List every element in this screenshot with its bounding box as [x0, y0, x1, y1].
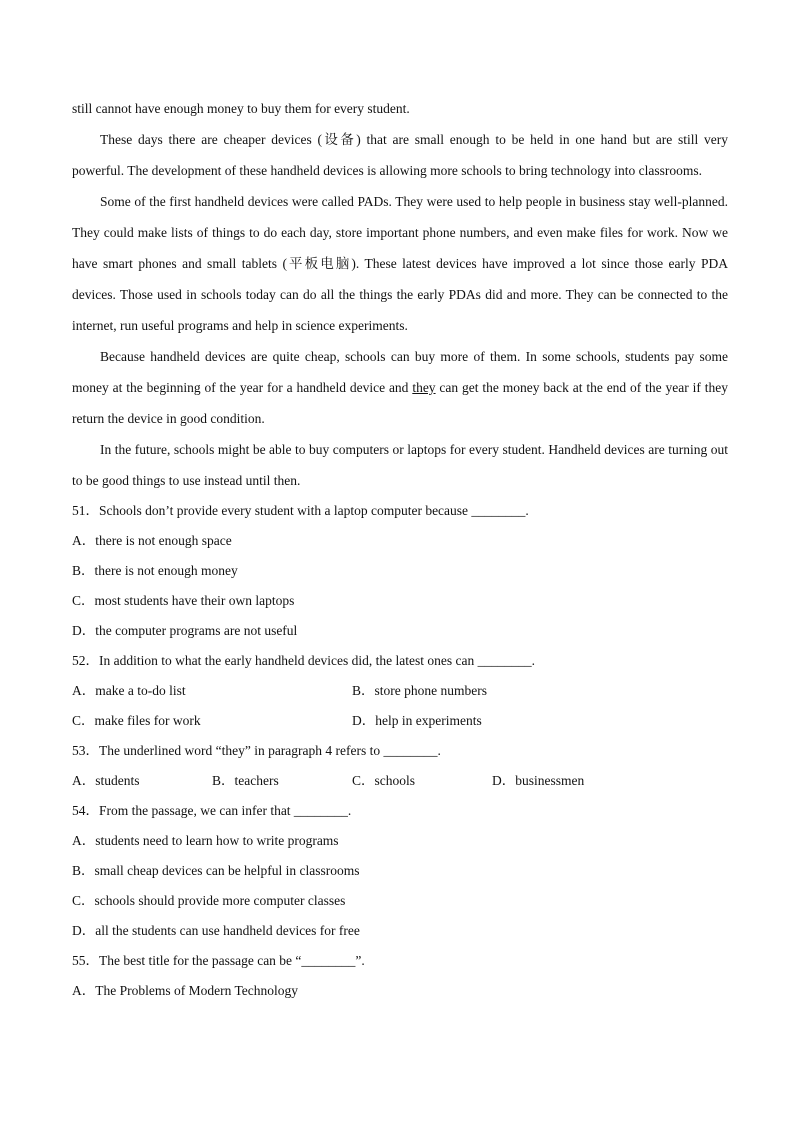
passage-paragraph-5: In the future, schools might be able to buy computers or laptops for every student. Handheld devices are turning out to be good things to use instead until then. [72, 442, 728, 488]
question-53-stem: 53．The underlined word “they” in paragraph 4 refers to ________. [72, 743, 441, 758]
question-52-stem: 52．In addition to what the early handheld devices did, the latest ones can ________. [72, 653, 536, 668]
question-51-stem: 51．Schools don’t provide every student with a laptop computer because ________. [72, 503, 529, 518]
question-51-option-d: D．the computer programs are not useful [72, 623, 298, 638]
question-53-option-a: A．students [72, 773, 140, 788]
question-54-option-c: C．schools should provide more computer classes [72, 893, 346, 908]
question-54-option-d: D．all the students can use handheld devices for free [72, 923, 360, 938]
question-55-stem: 55．The best title for the passage can be “________”. [72, 953, 365, 968]
passage-paragraph-1-tail: still cannot have enough money to buy them for every student. [72, 101, 410, 116]
question-53-option-b: B．teachers [212, 773, 279, 788]
underlined-word-they: they [412, 380, 436, 395]
question-53-option-c: C．schools [352, 773, 416, 788]
passage-paragraph-2: These days there are cheaper devices (设备) that are small enough to be held in one hand but are still very powerful. The development of these handheld devices is allowing more schools to bring technology into classrooms. [72, 132, 728, 178]
question-52-option-c: C．make files for work [72, 713, 201, 728]
paragraph-4-text-after: can get the money back at the end of the year if they return the device in good condition. [72, 380, 728, 426]
question-52-options-row-1 [72, 676, 728, 706]
question-54-option-b: B．small cheap devices can be helpful in classrooms [72, 863, 360, 878]
passage-paragraph-4 [72, 341, 728, 434]
document-page [72, 93, 728, 1006]
question-52-option-a: A．make a to-do list [72, 683, 186, 698]
paragraph-4-text-before: Because handheld devices are quite cheap, schools can buy more of them. In some schools, students pay some money at the beginning of the year for a handheld device and [72, 349, 728, 395]
question-51-option-c: C．most students have their own laptops [72, 593, 295, 608]
question-55-option-a: A．The Problems of Modern Technology [72, 983, 299, 998]
question-52-option-d: D．help in experiments [352, 713, 482, 728]
passage-paragraph-3: Some of the first handheld devices were called PADs. They were used to help people in business stay well-planned. They could make lists of things to do each day, store important phone numbers, and even make files for work. Now we have smart phones and small tablets (平板电脑). These latest devices have improved a lot since those early PDA devices. Those used in schools today can do all the things the early PDAs did and more. They can be connected to the internet, run useful programs and help in science experiments. [72, 194, 728, 333]
question-52-options-row-2 [72, 706, 728, 736]
question-54-stem: 54．From the passage, we can infer that ________. [72, 803, 352, 818]
question-51-option-a: A．there is not enough space [72, 533, 232, 548]
question-52-option-b: B．store phone numbers [352, 683, 487, 698]
question-54-option-a: A．students need to learn how to write programs [72, 833, 339, 848]
question-51-option-b: B．there is not enough money [72, 563, 238, 578]
question-53-options-row [72, 766, 728, 796]
question-53-option-d: D．businessmen [492, 773, 585, 788]
